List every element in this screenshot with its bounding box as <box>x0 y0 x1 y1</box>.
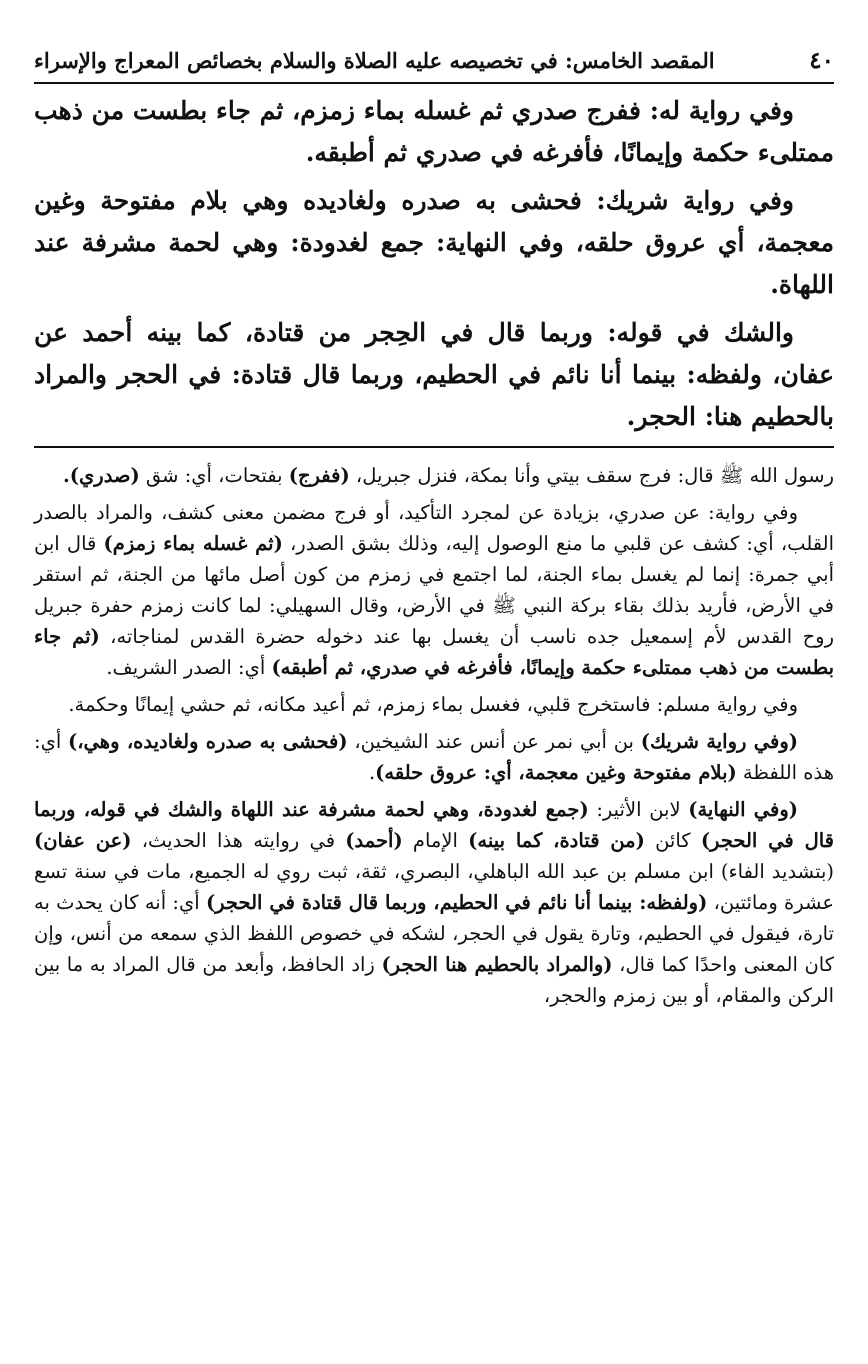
quoted-matn: (وفي رواية شريك) <box>640 730 798 753</box>
commentary-paragraph <box>34 794 834 1011</box>
quoted-matn: (من قتادة، كما بينه) <box>468 829 645 852</box>
commentary-text: زاد الحافظ، وأبعد من قال المراد به ما بين الركن والمقام، أو بين زمزم والحجر، <box>34 953 834 1007</box>
quoted-matn: (ولفظه: بينما أنا نائم في الحطيم، وربما قال قتادة في الحجر) <box>205 891 708 914</box>
commentary-text: قال ابن أبي جمرة: إنما لم يغسل بماء الجنة، لما اجتمع في زمزم من كون أصل مائها من الجنة، ثم استقر في الأرض، فأريد بذلك بقاء بركة النبي ﷺ في الأرض، وقال السهيلي: لما كانت زمزم حفرة جبريل روح القدس لأم إسمعيل جده ناسب أن يغسل بها عند دخوله حضرة القدس لمناجاته، <box>34 532 834 648</box>
quoted-matn: (والمراد بالحطيم هنا الحجر) <box>381 953 613 976</box>
commentary-text: كائن <box>644 829 701 852</box>
commentary-text: بفتحات، أي: شق <box>139 464 289 487</box>
running-header <box>34 40 834 84</box>
text-divider <box>34 446 834 448</box>
commentary-text: أي: هذه اللفظة <box>34 730 834 784</box>
commentary-paragraph <box>34 726 834 788</box>
commentary-text: في روايته هذا الحديث، <box>131 829 346 852</box>
commentary-text: أي: الصدر الشريف. <box>106 656 272 679</box>
commentary <box>34 460 834 1011</box>
commentary-paragraph <box>34 460 834 491</box>
main-text <box>34 90 834 438</box>
page-number: ٤٠ <box>809 47 834 74</box>
main-paragraph: والشك في قوله: وربما قال في الحِجر من قتادة، كما بينه أحمد عن عفان، ولفظه: بينما أنا نائم في الحطيم، وربما قال قتادة: في الحجر والمراد بالحطيم هنا: الحجر. <box>34 318 834 431</box>
commentary-text: وفي رواية مسلم: فاستخرج قلبي، فغسل بماء زمزم، ثم أعيد مكانه، ثم حشي إيمانًا وحكمة. <box>68 693 798 716</box>
commentary-text: بن أبي نمر عن أنس عند الشيخين، <box>347 730 641 753</box>
quoted-matn: (جمع لغدودة، وهي لحمة مشرفة عند اللهاة والشك في قوله، وربما قال في الحجر) <box>34 798 834 852</box>
quoted-matn: (عن عفان) <box>34 829 132 852</box>
commentary-paragraph <box>34 689 834 720</box>
quoted-matn: (وفي النهاية) <box>688 798 798 821</box>
commentary-text: أي: أنه كان يحدث به تارة، فيقول في الحطيم، وتارة يقول في الحجر، لشكه في خصوص اللفظ الذي سمعه من أنس، وإن كان المعنى واحدًا كما قال، <box>34 891 835 976</box>
quoted-matn: (فحشى به صدره ولغاديده، وهي،) <box>68 730 348 753</box>
commentary-text: الإمام <box>402 829 469 852</box>
book-page <box>34 40 834 1017</box>
main-paragraph: وفي رواية له: ففرج صدري ثم غسله بماء زمزم، ثم جاء بطست من ذهب ممتلىء حكمة وإيمانًا، فأفرغه في صدري ثم أطبقه. <box>34 96 834 167</box>
chapter-title: المقصد الخامس: في تخصيصه عليه الصلاة والسلام بخصائص المعراج والإسراء <box>34 48 715 73</box>
commentary-text: رسول الله ﷺ قال: فرج سقف بيتي وأنا بمكة، فنزل جبريل، <box>349 464 834 487</box>
quoted-matn: (ففرج) <box>288 464 350 487</box>
quoted-matn: (ثم جاء بطست من ذهب ممتلىء حكمة وإيمانًا، فأفرغه في صدري، ثم أطبقه) <box>34 625 834 679</box>
commentary-text: (بتشديد الفاء) ابن مسلم بن عبد الله الباهلي، البصري، ثقة، ثبت روي له الجميع، مات في سنة تسع عشرة ومائتين، <box>34 860 835 914</box>
commentary-paragraph <box>34 497 834 683</box>
quoted-matn: (صدري). <box>63 464 140 487</box>
quoted-matn: (بلام مفتوحة وغين معجمة، أي: عروق حلقه) <box>375 761 737 784</box>
commentary-text: . <box>368 761 376 784</box>
main-paragraph: وفي رواية شريك: فحشى به صدره ولغاديده وهي بلام مفتوحة وغين معجمة، أي عروق حلقه، وفي النهاية: جمع لغدودة: وهي لحمة مشرفة عند اللهاة. <box>34 186 834 299</box>
commentary-text: وفي رواية: عن صدري، بزيادة عن لمجرد التأكيد، أو فرج مضمن معنى كشف، والمراد بالصدر القلب، أي: كشف عن قلبي ما منع الوصول إليه، وذلك بشق الصدر، <box>34 501 835 555</box>
quoted-matn: (ثم غسله بماء زمزم) <box>103 532 283 555</box>
quoted-matn: (أحمد) <box>345 829 403 852</box>
commentary-text: لابن الأثير: <box>588 798 689 821</box>
